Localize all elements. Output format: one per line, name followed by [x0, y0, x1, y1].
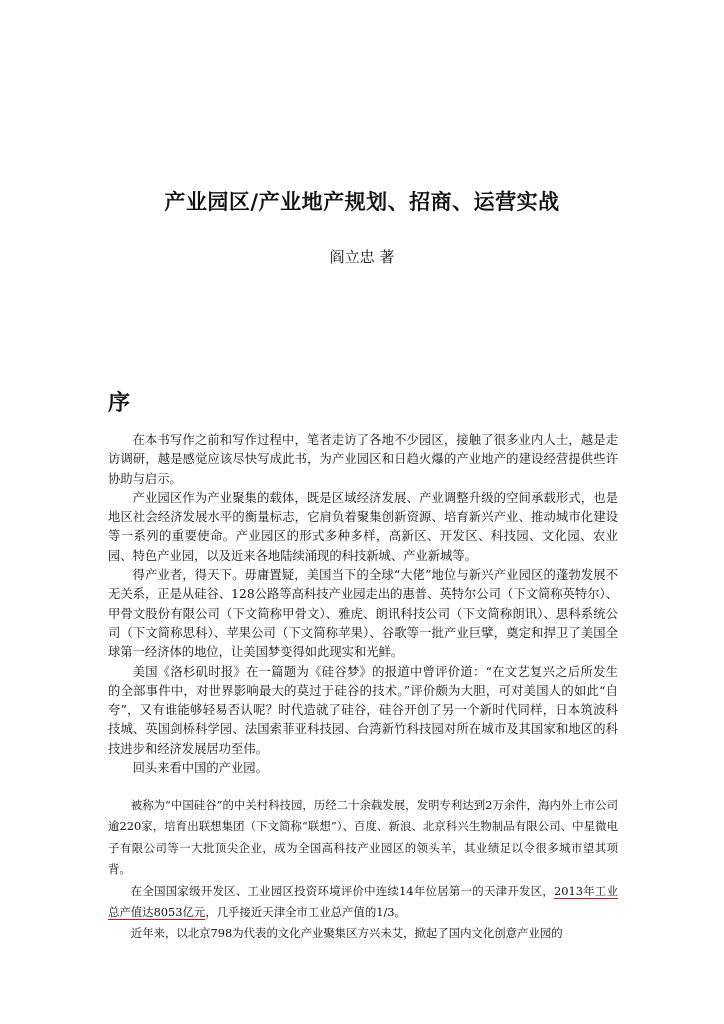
- paragraph: 美国《洛杉矶时报》在一篇题为《硅谷梦》的报道中曾评价道：“在文艺复兴之后所发生的全部事件中，对世界影响最大的莫过于硅谷的技术。”评价颇为大胆，可对美国人的如此“自夸”，又有谁能够轻易否认呢？时代造就了硅谷，硅谷开创了另一个新时代同样，日本筑波科技城、英国剑桥科学园、法国索菲亚科技园、台湾新竹科技园对所在城市及其国家和地区的科技进步和经济发展居功至伟。: [108, 664, 618, 756]
- paragraph: 在本书写作之前和写作过程中，笔者走访了各地不少园区，接触了很多业内人士，越是走访调研，越是感觉应该尽快写成此书，为产业园区和日趋火爆的产业地产的建设经营提供些许协助与启示。: [108, 433, 618, 486]
- text: 在全国国家级开发区、工业园区投资环境评价中连续14年位居第一的天津开发区，: [130, 883, 554, 898]
- preface-body: [108, 431, 618, 778]
- book-title: 产业园区/产业地产规划、招商、运营实战: [164, 190, 560, 214]
- preface-heading: 序: [108, 391, 131, 416]
- book-author: 阎立忠 著: [329, 248, 395, 266]
- preface-body-continued: [108, 795, 618, 945]
- paragraph: 近年来，以北京798为代表的文化产业聚集区方兴未艾，掀起了国内文化创意产业园的: [130, 926, 563, 941]
- paragraph: 得产业者，得天下。毋庸置疑，美国当下的全球“大佬”地位与新兴产业园区的蓬勃发展不无关系，正是从硅谷、128公路等高科技产业园走出的惠普、英特尔公司（下文简称英特尔）、甲骨文股份有限公司（下文简称甲骨文）、雅虎、朗讯科技公司（下文简称朗讯）、思科系统公司（下文简称思科）、苹果公司（下文简称苹果）、谷歌等一批产业巨擘，奠定和捍卫了美国全球第一经济体的地位，让美国梦变得如此现实和光鲜。: [108, 568, 618, 660]
- text: ，几乎接近天津全市工业总产值的1/3。: [205, 905, 406, 920]
- paragraph: 回头来看中国的产业园。: [132, 761, 268, 776]
- underlined-text: 2013年工业总产值达8053亿元: [108, 883, 618, 920]
- paragraph: 被称为“中国硅谷”的中关村科技园，历经二十余载发展，发明专利达到2万余件，海内外上市公司逾220家，培育出联想集团（下文简称“联想”）、百度、新浪、北京科兴生物制品有限公司、中星微电子有限公司等一大批顶尖企业，成为全国高科技产业园区的领头羊，其业绩足以令很多城市望其项背。: [108, 798, 618, 877]
- paragraph-tianjin: [108, 881, 618, 924]
- paragraph: 产业园区作为产业聚集的载体，既是区域经济发展、产业调整升级的空间承载形式，也是地区社会经济发展水平的衡量标志，它肩负着聚集创新资源、培育新兴产业、推动城市化建设等一系列的重要使命。产业园区的形式多种多样，高新区、开发区、科技园、文化园、农业园、特色产业园，以及近来各地陆续涌现的科技新城、产业新城等。: [108, 490, 618, 563]
